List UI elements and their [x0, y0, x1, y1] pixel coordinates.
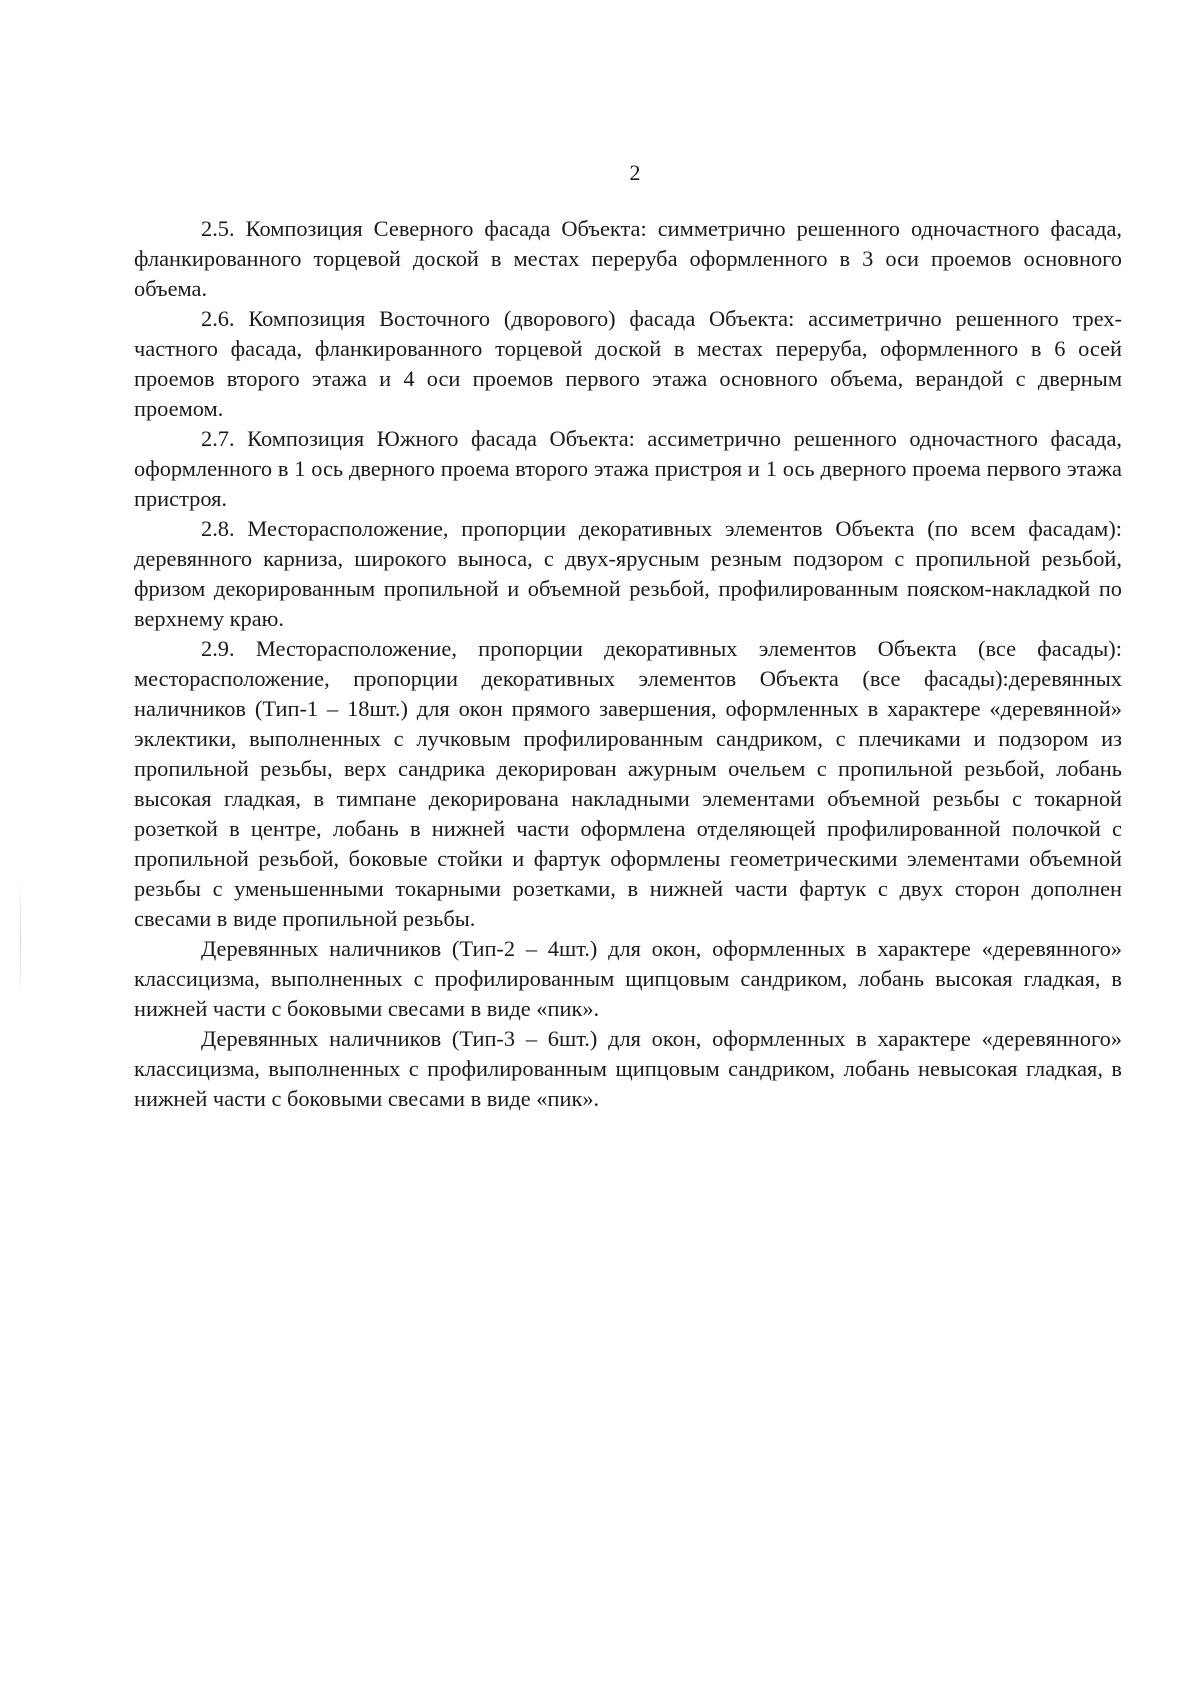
- document-body: [134, 214, 1122, 1114]
- paragraph-type-2-casings: Деревянных наличников (Тип-2 – 4шт.) для окон, оформленных в характере «деревянного» классицизма, выполненных с профилированным щипцовым сандриком, лобань высокая гладкая, в нижней части с боковыми свесами в виде «пик».: [134, 936, 1122, 1021]
- paragraph-type-3-casings: Деревянных наличников (Тип-3 – 6шт.) для окон, оформленных в характере «деревянного» классицизма, выполненных с профилированным щипцовым сандриком, лобань невысокая гладкая, в нижней части с боковыми свесами в виде «пик».: [134, 1026, 1122, 1111]
- paragraph-2-8: 2.8. Месторасположение, пропорции декоративных элементов Объекта (по всем фасадам): деревянного карниза, широкого выноса, с двух-ярусным резным подзором с пропильной резьбой, фризом декорированным пропильной и объемной резьбой, профилированным пояском-накладкой по верхнему краю.: [134, 516, 1122, 631]
- paragraph-2-6: 2.6. Композиция Восточного (дворового) фасада Объекта: ассиметрично решенного трех-частного фасада, фланкированного торцевой доской в местах переруба, оформленного в 6 осей проемов второго этажа и 4 оси проемов первого этажа основного объема, верандой с дверным проемом.: [134, 306, 1122, 421]
- paragraph-2-9: 2.9. Месторасположение, пропорции декоративных элементов Объекта (все фасады): месторасположение, пропорции декоративных элементов Объекта (все фасады):деревянных наличников (Тип-1 – 18шт.) для окон прямого завершения, оформленных в характере «деревянной» эклектики, выполненных с лучковым профилированным сандриком, с плечиками и подзором из пропильной резьбы, верх сандрика декорирован ажурным очельем с пропильной резьбой, лобань высокая гладкая, в тимпане декорирована накладными элементами объемной резьбы с токарной розеткой в центре, лобань в нижней части оформлена отделяющей профилированной полочкой с пропильной резьбой, боковые стойки и фартук оформлены геометрическими элементами объемной резьбы с уменьшенными токарными розетками, в нижней части фартук с двух сторон дополнен свесами в виде пропильной резьбы.: [134, 636, 1122, 931]
- paragraph-2-5: 2.5. Композиция Северного фасада Объекта: симметрично решенного одночастного фасада, фланкированного торцевой доской в местах переруба оформленного в 3 оси проемов основного объема.: [134, 216, 1122, 301]
- paragraph-2-7: 2.7. Композиция Южного фасада Объекта: ассиметрично решенного одночастного фасада, оформленного в 1 ось дверного проема второго этажа пристроя и 1 ось дверного проема первого этажа пристроя.: [134, 426, 1122, 511]
- scan-artifact: [20, 880, 21, 1000]
- page-number: 2: [629, 160, 641, 185]
